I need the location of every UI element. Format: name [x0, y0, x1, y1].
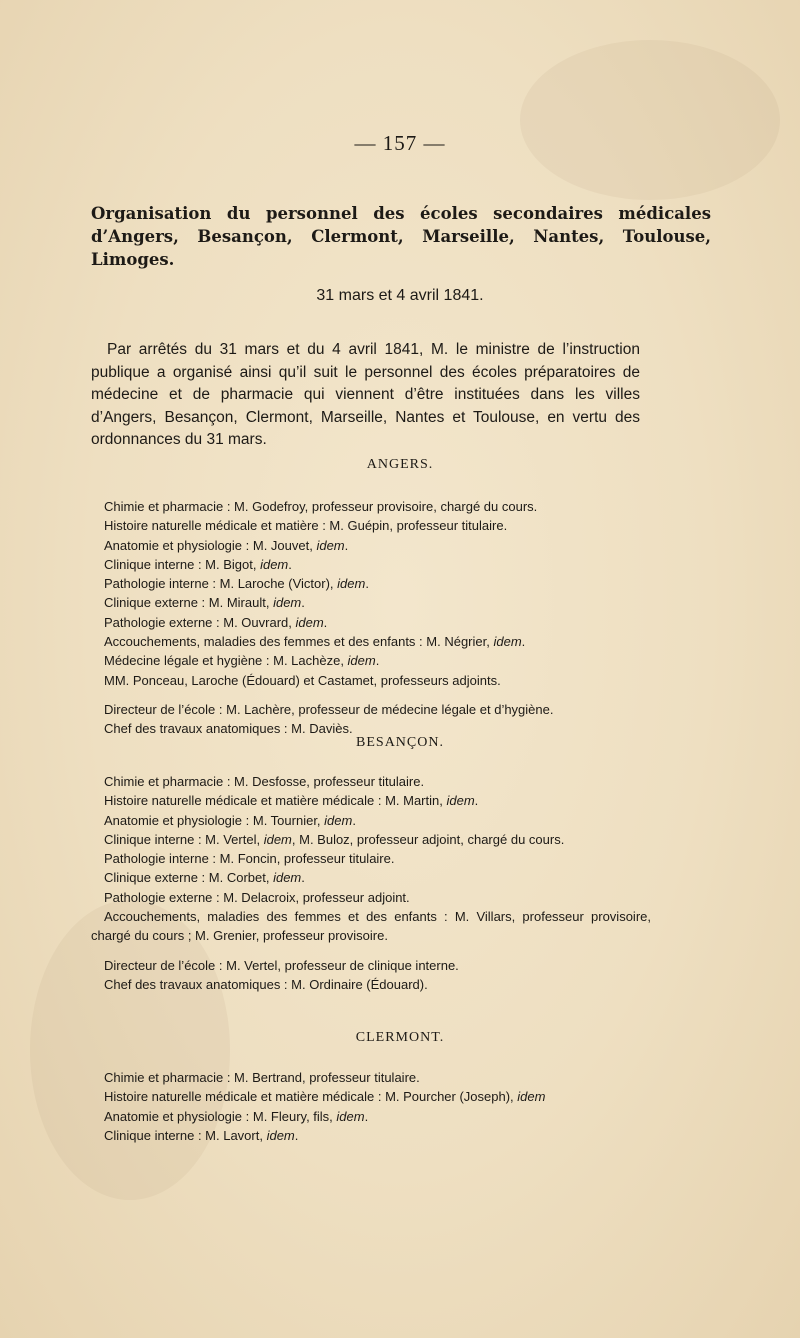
italic-idem: idem [273, 595, 302, 611]
list-line: Histoire naturelle médicale et matière médicale : M. Pourcher (Joseph), idem [104, 1089, 546, 1105]
document-title: Organisation du personnel des écoles secondaires médicales d’Angers, Besançon, Clermont, Marseille, Nantes, Toulouse, Limoges. [91, 204, 711, 269]
list-line: Histoire naturelle médicale et matière médicale : M. Martin, idem. [104, 793, 479, 809]
intro-paragraph [91, 339, 640, 452]
italic-idem: idem [324, 812, 353, 828]
list-line: Chimie et pharmacie : M. Bertrand, professeur titulaire. [104, 1070, 420, 1085]
list-line: Anatomie et physiologie : M. Fleury, fils, idem. [104, 1108, 369, 1124]
section-heading-angers: ANGERS. [366, 457, 434, 472]
list-line: Clinique externe : M. Corbet, idem. [104, 870, 305, 886]
list-gap [91, 690, 651, 700]
italic-idem: idem [347, 653, 376, 669]
list-gap [91, 946, 651, 956]
list-line: Chimie et pharmacie : M. Godefroy, professeur provisoire, chargé du cours. [104, 499, 538, 514]
list-line: Clinique interne : M. Vertel, idem, M. Buloz, professeur adjoint, chargé du cours. [104, 831, 565, 847]
list-line: MM. Ponceau, Laroche (Édouard) et Castamet, professeurs adjoints. [104, 672, 501, 688]
list-line: Directeur de l’école : M. Vertel, professeur de clinique interne. [104, 957, 459, 973]
italic-idem: idem [517, 1089, 546, 1105]
italic-idem: idem [337, 576, 366, 592]
page-number: — 157 — [354, 131, 446, 155]
italic-idem: idem [295, 614, 324, 630]
section-heading-clermont: CLERMONT. [355, 1030, 445, 1045]
section-heading-besancon: BESANÇON. [356, 735, 444, 750]
list-line: Anatomie et physiologie : M. Jouvet, idem. [104, 537, 349, 553]
italic-idem: idem [316, 537, 345, 553]
list-line: Clinique interne : M. Lavort, idem. [104, 1127, 299, 1143]
italic-idem: idem [446, 793, 475, 809]
italic-idem: idem [336, 1108, 365, 1124]
intro-text: Par arrêtés du 31 mars et du 4 avril 1841, M. le ministre de l’instruction publique a organisé ainsi qu’il suit le personnel des écoles préparatoires de médecine et de pharmacie qui viennent d’être instituées dans les villes d’Angers, Besançon, Clermont, Marseille, Nantes et Toulouse, en vertu des ordonnances du 31 mars. [91, 341, 640, 448]
list-line: Chimie et pharmacie : M. Desfosse, professeur titulaire. [104, 774, 425, 789]
italic-idem: idem [266, 1127, 295, 1143]
italic-idem: idem [263, 831, 292, 847]
section-list-besancon [91, 772, 651, 994]
list-line: Pathologie interne : M. Foncin, professeur titulaire. [104, 851, 395, 867]
list-line: Pathologie externe : M. Delacroix, professeur adjoint. [104, 889, 410, 905]
list-line: Histoire naturelle médicale et matière : M. Guépin, professeur titulaire. [104, 518, 508, 534]
section-list-angers [91, 497, 651, 739]
list-line: Médecine légale et hygiène : M. Lachèze, idem. [104, 653, 380, 669]
list-line: Accouchements, maladies des femmes et des enfants : M. Négrier, idem. [104, 634, 526, 650]
italic-idem: idem [260, 556, 289, 572]
italic-idem: idem [273, 870, 302, 886]
list-line: Directeur de l’école : M. Lachère, professeur de médecine légale et d’hygiène. [104, 701, 554, 717]
document-date: 31 mars et 4 avril 1841. [316, 287, 484, 304]
section-list-clermont [91, 1068, 651, 1145]
list-line: Pathologie externe : M. Ouvrard, idem. [104, 614, 328, 630]
list-line: Chef des travaux anatomiques : M. Daviès. [104, 721, 353, 737]
list-line: Chef des travaux anatomiques : M. Ordinaire (Édouard). [104, 976, 428, 992]
list-line: Accouchements, maladies des femmes et des enfants : M. Villars, professeur provisoire, chargé du cours ; M. Grenier, professeur provisoire. [91, 909, 651, 944]
list-line: Anatomie et physiologie : M. Tournier, idem. [104, 812, 356, 828]
list-line: Pathologie interne : M. Laroche (Victor), idem. [104, 576, 369, 592]
italic-idem: idem [493, 634, 522, 650]
paper-stain [520, 40, 780, 200]
list-line: Clinique interne : M. Bigot, idem. [104, 556, 292, 572]
list-line: Clinique externe : M. Mirault, idem. [104, 595, 305, 611]
